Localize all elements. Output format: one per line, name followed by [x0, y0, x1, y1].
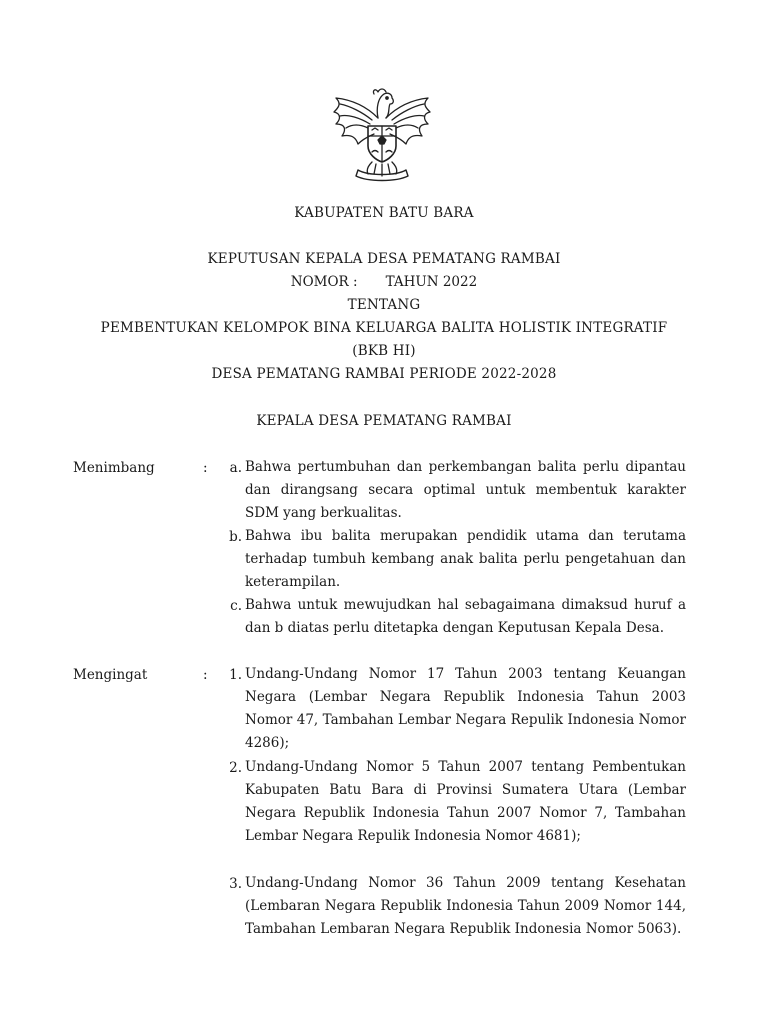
mengingat-item-text: Undang-Undang Nomor 17 Tahun 2003 tentang Keuangan Negara (Lembar Negara Republik Indonesia Tahun 2003 Nomor 47, Tambahan Lembar Negara Repulik Indonesia Nomor 4286); — [245, 666, 686, 751]
menimbang-item-marker: b. — [229, 529, 242, 545]
subject-line-2: (BKB HI) — [352, 343, 416, 359]
mengingat-label: Mengingat — [73, 667, 148, 683]
mengingat-item-marker: 2. — [229, 760, 242, 776]
mengingat-item-text: Undang-Undang Nomor 5 Tahun 2007 tentang Pembentukan Kabupaten Batu Bara di Provinsi Sumatera Utara (Lembar Negara Republik Indonesia Tahun 2007 Nomor 7, Tambahan Lembar Negara Repulik Indonesia Nomor 4681); — [245, 759, 686, 844]
menimbang-item-marker: c. — [230, 598, 242, 614]
decision-number-row — [0, 274, 768, 290]
menimbang-item-text: Bahwa untuk mewujudkan hal sebagaimana dimaksud huruf a dan b diatas perlu ditetapka dengan Keputusan Kepala Desa. — [245, 597, 686, 636]
menimbang-colon: : — [203, 460, 208, 476]
mengingat-colon: : — [203, 667, 208, 683]
regency-heading: KABUPATEN BATU BARA — [294, 205, 474, 221]
number-label: NOMOR : — [290, 274, 358, 290]
decision-title: KEPUTUSAN KEPALA DESA PEMATANG RAMBAI — [207, 251, 561, 267]
mengingat-item-marker: 1. — [229, 667, 242, 683]
garuda-emblem-icon — [328, 78, 436, 182]
subject-line-1: PEMBENTUKAN KELOMPOK BINA KELUARGA BALITA HOLISTIK INTEGRATIF — [100, 320, 668, 336]
mengingat-item-text: Undang-Undang Nomor 36 Tahun 2009 tentang Kesehatan (Lembaran Negara Republik Indonesia Tahun 2009 Nomor 144, Tambahan Lembaran Negara Republik Indonesia Nomor 5063). — [245, 875, 686, 937]
subject-line-3: DESA PEMATANG RAMBAI PERIODE 2022-2028 — [211, 366, 557, 382]
menimbang-item-text: Bahwa pertumbuhan dan perkembangan balita perlu dipantau dan dirangsang secara optimal untuk membentuk karakter SDM yang berkualitas. — [245, 459, 686, 521]
menimbang-label: Menimbang — [73, 460, 155, 476]
menimbang-item-text: Bahwa ibu balita merupakan pendidik utama dan terutama terhadap tumbuh kembang anak balita perlu pengetahuan dan keterampilan. — [245, 528, 686, 590]
menimbang-item-marker: a. — [229, 460, 242, 476]
issuer-heading: KEPALA DESA PEMATANG RAMBAI — [256, 413, 512, 429]
mengingat-item-marker: 3. — [229, 876, 242, 892]
about-heading: TENTANG — [347, 297, 421, 313]
year-label: TAHUN 2022 — [385, 274, 478, 290]
